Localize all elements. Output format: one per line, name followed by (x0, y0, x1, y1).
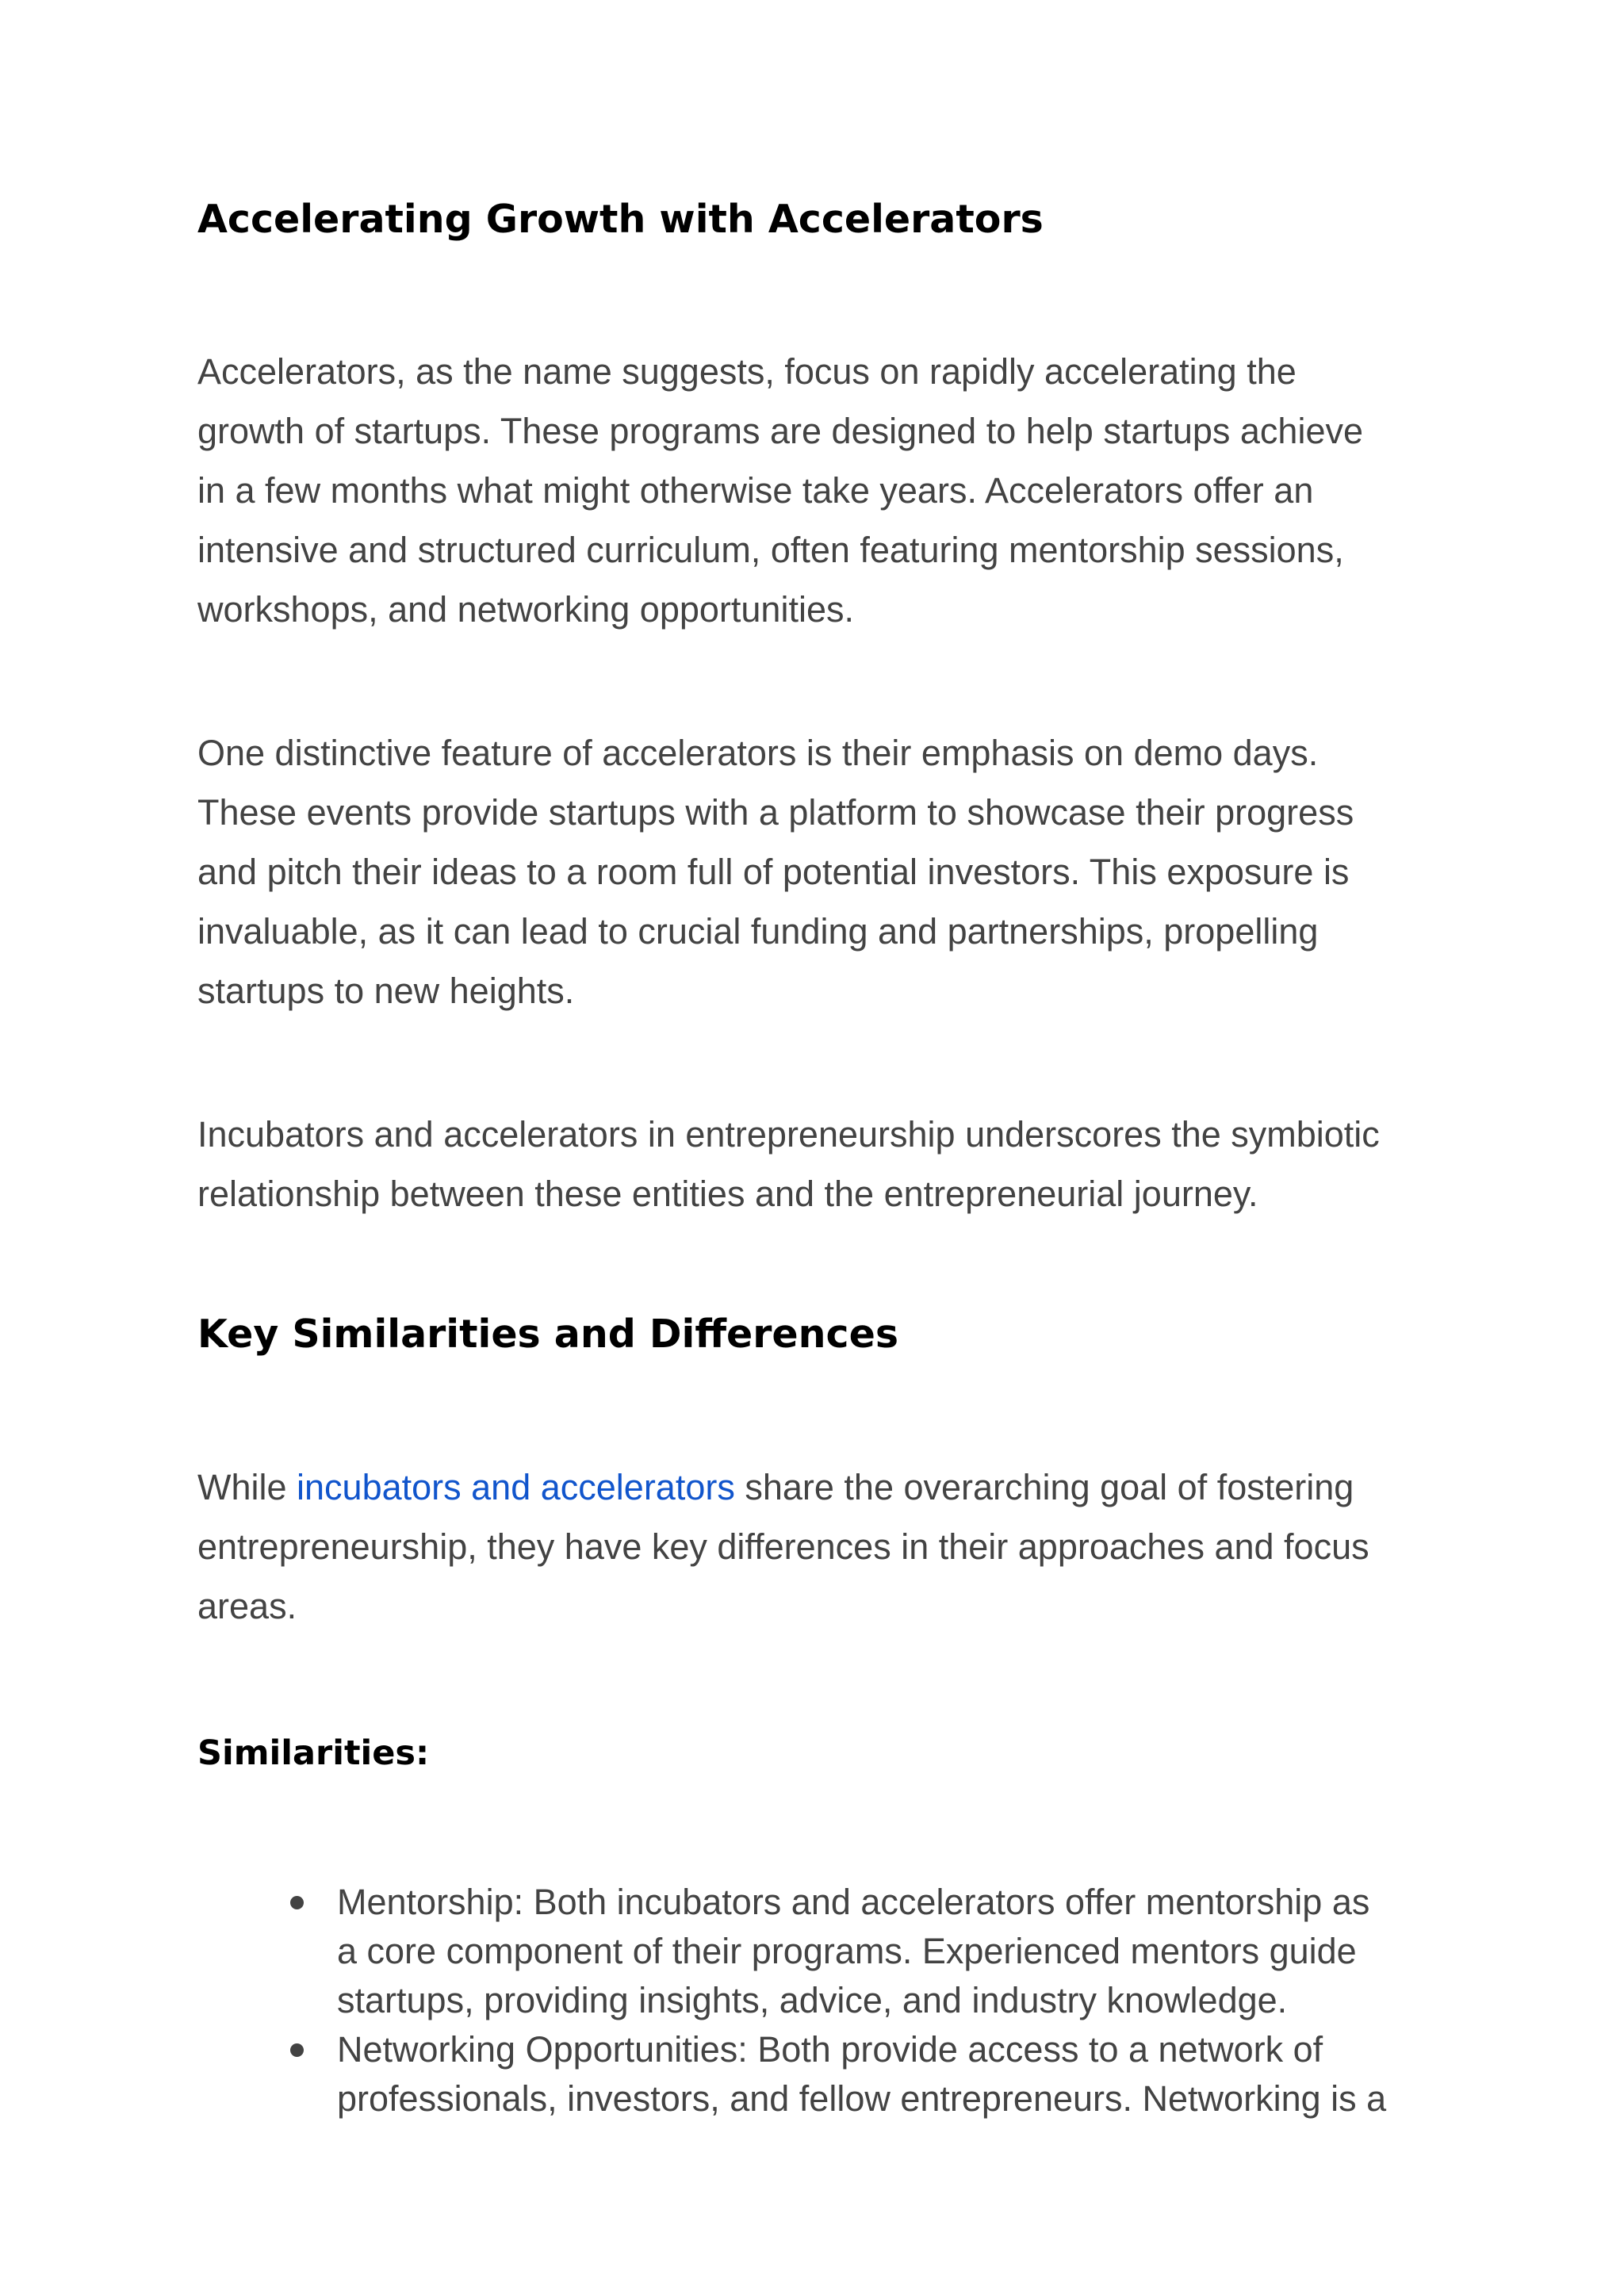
paragraph-key-differences (197, 1457, 1434, 1636)
bullet-icon (290, 1896, 304, 1909)
paragraph-line: areas. (197, 1586, 297, 1626)
incubators-accelerators-link[interactable]: incubators and accelerators (297, 1467, 735, 1507)
paragraph-accelerators-intro (197, 342, 1434, 639)
paragraph-line: Incubators and accelerators in entrepreneurship underscores the symbiotic (197, 1114, 1380, 1155)
section-heading-similarities-differences: Key Similarities and Differences (197, 1312, 898, 1357)
paragraph-line: growth of startups. These programs are designed to help startups achieve (197, 411, 1363, 451)
paragraph-line: and pitch their ideas to a room full of potential investors. This exposure is (197, 852, 1350, 892)
section-heading-accelerators: Accelerating Growth with Accelerators (197, 197, 1044, 242)
similarities-list (197, 1878, 1434, 2124)
list-item-line: Mentorship: Both incubators and accelerators offer mentorship as (337, 1882, 1370, 1922)
paragraph-line: intensive and structured curriculum, often featuring mentorship sessions, (197, 530, 1344, 570)
paragraph-demo-days (197, 723, 1434, 1021)
text-run: While (197, 1467, 297, 1507)
list-item-line: professionals, investors, and fellow entrepreneurs. Networking is a (337, 2078, 1387, 2119)
text-run: share the overarching goal of fostering (734, 1467, 1354, 1507)
paragraph-line: in a few months what might otherwise take years. Accelerators offer an (197, 470, 1314, 511)
paragraph-symbiotic-relationship (197, 1105, 1434, 1224)
subheading-similarities: Similarities: (197, 1733, 430, 1773)
paragraph-line: entrepreneurship, they have key differences in their approaches and focus (197, 1526, 1369, 1567)
paragraph-line: Accelerators, as the name suggests, focus on rapidly accelerating the (197, 351, 1297, 392)
paragraph-line (197, 1457, 1434, 1517)
bullet-icon (290, 2043, 304, 2057)
paragraph-line: One distinctive feature of accelerators is their emphasis on demo days. (197, 733, 1319, 773)
paragraph-line: These events provide startups with a platform to showcase their progress (197, 792, 1354, 833)
list-item-line: Networking Opportunities: Both provide access to a network of (337, 2029, 1323, 2070)
list-item-line: a core component of their programs. Experienced mentors guide (337, 1931, 1357, 1971)
list-item-mentorship (197, 1878, 1434, 2025)
paragraph-line: workshops, and networking opportunities. (197, 589, 854, 630)
list-item-line: startups, providing insights, advice, and industry knowledge. (337, 1980, 1288, 2020)
paragraph-line: startups to new heights. (197, 971, 575, 1011)
paragraph-line: invaluable, as it can lead to crucial funding and partnerships, propelling (197, 911, 1319, 952)
paragraph-line: relationship between these entities and the entrepreneurial journey. (197, 1174, 1258, 1214)
list-item-networking (197, 2025, 1434, 2124)
